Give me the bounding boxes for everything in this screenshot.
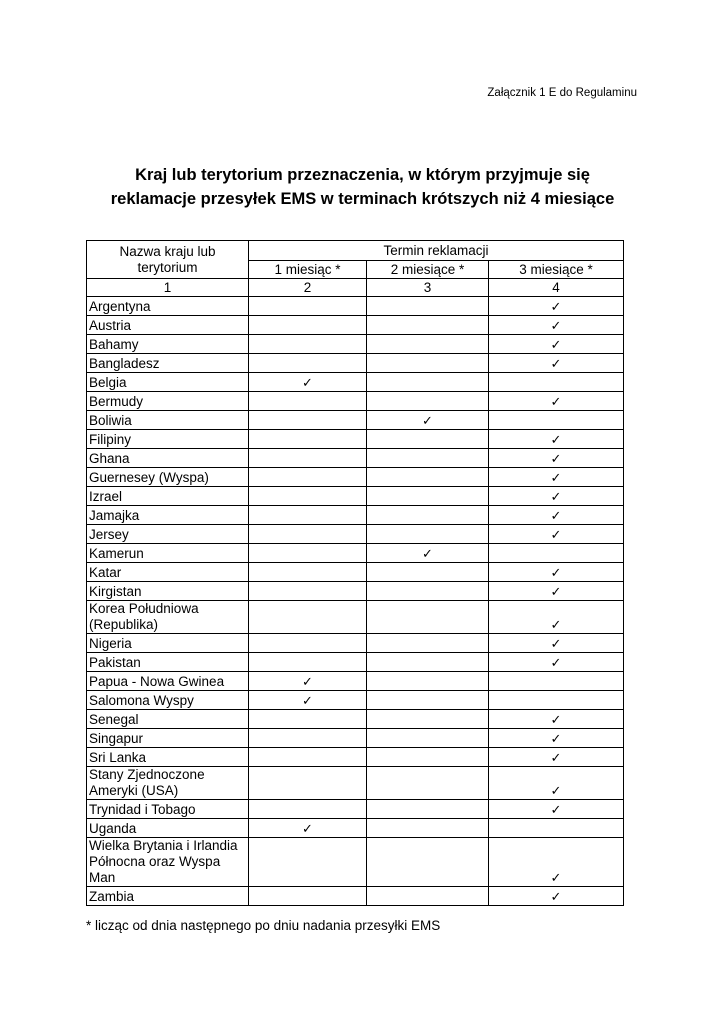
country-column-header: Nazwa kraju lub terytorium xyxy=(87,241,249,279)
table-row xyxy=(87,487,624,506)
table-row xyxy=(87,335,624,354)
empty-cell xyxy=(367,729,489,748)
country-name: Salomona Wyspy xyxy=(87,691,249,710)
table-row xyxy=(87,525,624,544)
column-number: 4 xyxy=(489,279,624,297)
table-row xyxy=(87,601,624,634)
check-icon: ✓ xyxy=(489,506,624,525)
table-row xyxy=(87,411,624,430)
check-icon: ✓ xyxy=(489,354,624,373)
check-icon: ✓ xyxy=(489,729,624,748)
empty-cell xyxy=(249,487,367,506)
table-row xyxy=(87,672,624,691)
empty-cell xyxy=(249,392,367,411)
country-name: Kamerun xyxy=(87,544,249,563)
check-icon: ✓ xyxy=(489,297,624,316)
country-name: Filipiny xyxy=(87,430,249,449)
country-name: Boliwia xyxy=(87,411,249,430)
country-name: Katar xyxy=(87,563,249,582)
empty-cell xyxy=(249,653,367,672)
check-icon: ✓ xyxy=(489,767,624,800)
empty-cell xyxy=(489,691,624,710)
deadline-group-header: Termin reklamacji xyxy=(249,241,624,261)
check-icon: ✓ xyxy=(249,373,367,392)
check-icon: ✓ xyxy=(489,710,624,729)
country-name: Kirgistan xyxy=(87,582,249,601)
check-icon: ✓ xyxy=(367,544,489,563)
table-row xyxy=(87,468,624,487)
country-name: Wielka Brytania i Irlandia Północna oraz Wyspa Man xyxy=(87,838,249,887)
empty-cell xyxy=(367,691,489,710)
empty-cell xyxy=(489,373,624,392)
empty-cell xyxy=(367,468,489,487)
footnote: * licząc od dnia następnego po dniu nadania przesyłki EMS xyxy=(86,918,441,933)
empty-cell xyxy=(249,316,367,335)
empty-cell xyxy=(249,634,367,653)
table-row xyxy=(87,563,624,582)
empty-cell xyxy=(489,819,624,838)
table-row xyxy=(87,729,624,748)
empty-cell xyxy=(367,316,489,335)
check-icon: ✓ xyxy=(489,468,624,487)
table-row xyxy=(87,373,624,392)
title-line-1: Kraj lub terytorium przeznaczenia, w którym przyjmuje się xyxy=(135,166,590,184)
table-row xyxy=(87,767,624,800)
empty-cell xyxy=(249,411,367,430)
country-name: Ghana xyxy=(87,449,249,468)
empty-cell xyxy=(367,506,489,525)
annex-label: Załącznik 1 E do Regulaminu xyxy=(487,87,637,99)
empty-cell xyxy=(249,748,367,767)
table-row xyxy=(87,800,624,819)
column-number: 1 xyxy=(87,279,249,297)
table-row xyxy=(87,430,624,449)
complaint-deadline-table xyxy=(86,240,624,906)
check-icon: ✓ xyxy=(489,653,624,672)
check-icon: ✓ xyxy=(489,563,624,582)
empty-cell xyxy=(367,582,489,601)
check-icon: ✓ xyxy=(249,691,367,710)
table-row xyxy=(87,506,624,525)
column-number: 2 xyxy=(249,279,367,297)
country-name: Stany Zjednoczone Ameryki (USA) xyxy=(87,767,249,800)
empty-cell xyxy=(249,468,367,487)
table-row xyxy=(87,887,624,906)
page-title xyxy=(60,163,665,211)
empty-cell xyxy=(367,487,489,506)
table-row xyxy=(87,819,624,838)
empty-cell xyxy=(249,563,367,582)
empty-cell xyxy=(367,430,489,449)
empty-cell xyxy=(249,767,367,800)
country-name: Senegal xyxy=(87,710,249,729)
country-name: Nigeria xyxy=(87,634,249,653)
check-icon: ✓ xyxy=(489,838,624,887)
empty-cell xyxy=(367,297,489,316)
country-name: Belgia xyxy=(87,373,249,392)
check-icon: ✓ xyxy=(489,748,624,767)
country-name: Uganda xyxy=(87,819,249,838)
empty-cell xyxy=(249,800,367,819)
empty-cell xyxy=(367,634,489,653)
empty-cell xyxy=(249,710,367,729)
check-icon: ✓ xyxy=(489,800,624,819)
country-name: Jersey xyxy=(87,525,249,544)
country-name: Singapur xyxy=(87,729,249,748)
empty-cell xyxy=(249,887,367,906)
empty-cell xyxy=(249,601,367,634)
country-name: Bahamy xyxy=(87,335,249,354)
column-number: 3 xyxy=(367,279,489,297)
country-name: Zambia xyxy=(87,887,249,906)
check-icon: ✓ xyxy=(489,487,624,506)
period-header-3: 3 miesiące * xyxy=(489,261,624,279)
country-name: Korea Południowa (Republika) xyxy=(87,601,249,634)
empty-cell xyxy=(367,563,489,582)
table-row xyxy=(87,354,624,373)
empty-cell xyxy=(489,544,624,563)
check-icon: ✓ xyxy=(489,335,624,354)
empty-cell xyxy=(367,373,489,392)
empty-cell xyxy=(489,411,624,430)
country-name: Argentyna xyxy=(87,297,249,316)
country-name: Papua - Nowa Gwinea xyxy=(87,672,249,691)
empty-cell xyxy=(367,354,489,373)
empty-cell xyxy=(367,525,489,544)
empty-cell xyxy=(249,297,367,316)
period-header-1: 1 miesiąc * xyxy=(249,261,367,279)
empty-cell xyxy=(249,838,367,887)
country-name: Trynidad i Tobago xyxy=(87,800,249,819)
empty-cell xyxy=(249,354,367,373)
check-icon: ✓ xyxy=(489,582,624,601)
country-name: Bangladesz xyxy=(87,354,249,373)
check-icon: ✓ xyxy=(489,634,624,653)
check-icon: ✓ xyxy=(489,601,624,634)
table-row xyxy=(87,582,624,601)
empty-cell xyxy=(367,449,489,468)
empty-cell xyxy=(249,430,367,449)
empty-cell xyxy=(367,838,489,887)
empty-cell xyxy=(367,767,489,800)
table-row xyxy=(87,653,624,672)
table-row xyxy=(87,691,624,710)
table-row xyxy=(87,634,624,653)
empty-cell xyxy=(367,748,489,767)
empty-cell xyxy=(249,449,367,468)
country-name: Austria xyxy=(87,316,249,335)
empty-cell xyxy=(367,819,489,838)
check-icon: ✓ xyxy=(489,887,624,906)
check-icon: ✓ xyxy=(489,449,624,468)
empty-cell xyxy=(249,729,367,748)
empty-cell xyxy=(249,525,367,544)
country-name: Pakistan xyxy=(87,653,249,672)
check-icon: ✓ xyxy=(249,672,367,691)
empty-cell xyxy=(367,710,489,729)
table-row xyxy=(87,544,624,563)
table-row xyxy=(87,392,624,411)
title-line-2: reklamacje przesyłek EMS w terminach krótszych niż 4 miesiące xyxy=(110,190,615,208)
table-row xyxy=(87,316,624,335)
country-name: Izrael xyxy=(87,487,249,506)
empty-cell xyxy=(249,544,367,563)
table-row xyxy=(87,297,624,316)
empty-cell xyxy=(367,392,489,411)
country-name: Jamajka xyxy=(87,506,249,525)
table-row xyxy=(87,748,624,767)
empty-cell xyxy=(367,601,489,634)
table-row xyxy=(87,710,624,729)
table-row xyxy=(87,838,624,887)
empty-cell xyxy=(367,672,489,691)
empty-cell xyxy=(367,887,489,906)
country-name: Guernesey (Wyspa) xyxy=(87,468,249,487)
empty-cell xyxy=(367,653,489,672)
country-name: Bermudy xyxy=(87,392,249,411)
empty-cell xyxy=(489,672,624,691)
check-icon: ✓ xyxy=(249,819,367,838)
empty-cell xyxy=(249,582,367,601)
check-icon: ✓ xyxy=(489,525,624,544)
empty-cell xyxy=(249,506,367,525)
table-row xyxy=(87,449,624,468)
check-icon: ✓ xyxy=(367,411,489,430)
empty-cell xyxy=(249,335,367,354)
check-icon: ✓ xyxy=(489,392,624,411)
check-icon: ✓ xyxy=(489,316,624,335)
country-rows xyxy=(87,297,624,906)
period-header-2: 2 miesiące * xyxy=(367,261,489,279)
empty-cell xyxy=(367,335,489,354)
check-icon: ✓ xyxy=(489,430,624,449)
country-name: Sri Lanka xyxy=(87,748,249,767)
empty-cell xyxy=(367,800,489,819)
